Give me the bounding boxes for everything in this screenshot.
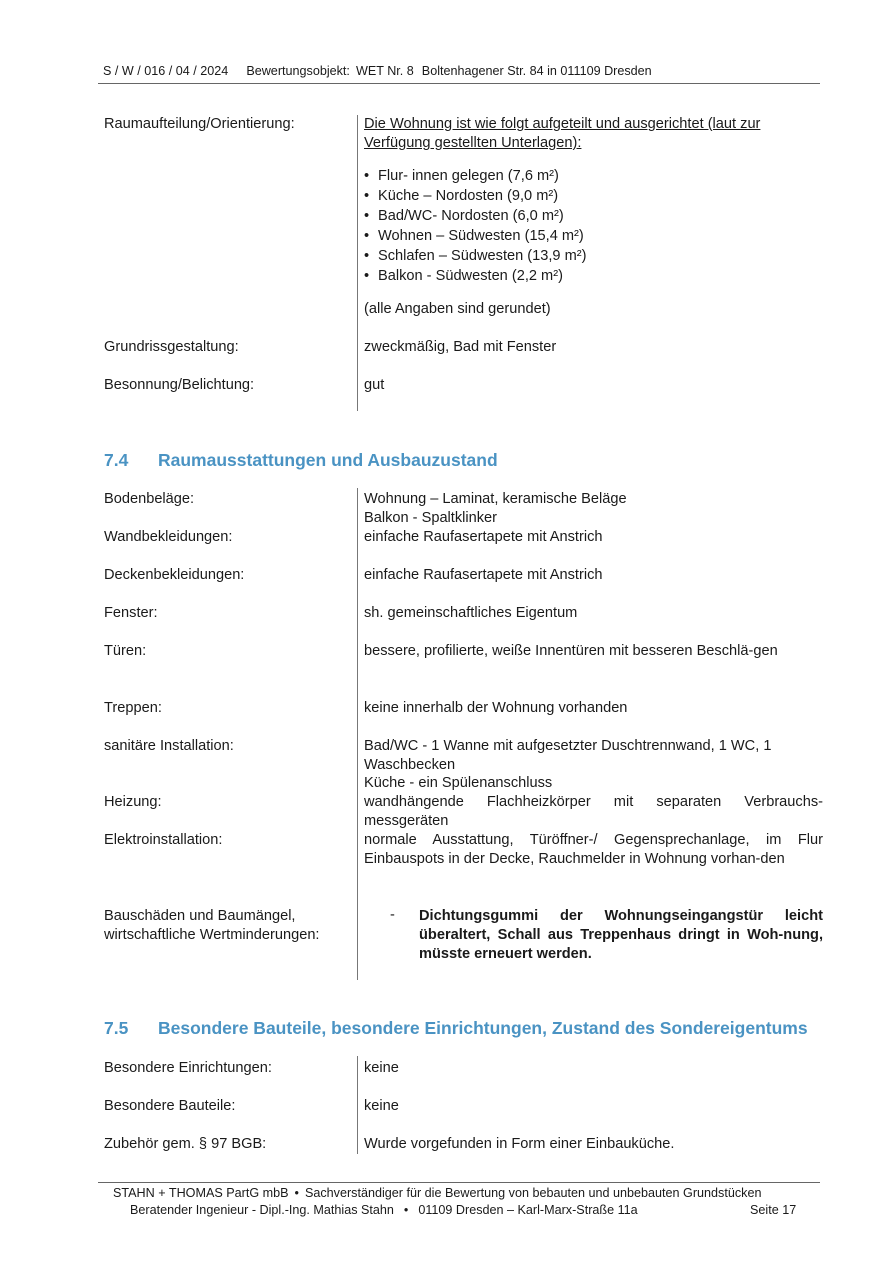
footer-bullet: • xyxy=(403,1203,409,1217)
column-divider xyxy=(357,115,358,411)
rounded-note: (alle Angaben sind gerundet) xyxy=(364,301,551,317)
decke-value: einfache Raufasertapete mit Anstrich xyxy=(364,567,603,583)
page-number: Seite 17 xyxy=(750,1203,797,1217)
page-header xyxy=(103,64,670,78)
footer-description: Sachverständiger für die Bewertung von bebauten und unbebauten Grundstücken xyxy=(304,1186,762,1200)
boden-value-1: Wohnung – Laminat, keramische Beläge xyxy=(364,491,627,507)
room-list xyxy=(364,166,586,286)
besonnung-label: Besonnung/Belichtung: xyxy=(104,377,255,393)
heizung-label: Heizung: xyxy=(104,794,162,810)
fenster-label: Fenster: xyxy=(104,605,158,621)
tueren-value: bessere, profilierte, weiße Innentüren mit besseren Beschlä-gen xyxy=(364,643,778,659)
header-object-label: Bewertungsobjekt: xyxy=(246,64,350,78)
raumaufteilung-intro: Die Wohnung ist wie folgt aufgeteilt und ausgerichtet (laut zur Verfügung gestellten Unterlagen): xyxy=(364,116,761,151)
zubehoer-value: Wurde vorgefunden in Form einer Einbauküche. xyxy=(364,1136,675,1152)
zubehoer-label: Zubehör gem. § 97 BGB: xyxy=(104,1136,267,1152)
treppen-label: Treppen: xyxy=(104,700,162,716)
bauteile-label: Besondere Bauteile: xyxy=(104,1098,236,1114)
sanitaer-label: sanitäre Installation: xyxy=(104,738,234,754)
column-divider xyxy=(357,488,358,980)
header-reference: S / W / 016 / 04 / 2024 xyxy=(103,64,229,78)
header-address: Boltenhagener Str. 84 in 011109 Dresden xyxy=(421,64,652,78)
section-title: Besondere Bauteile, besondere Einrichtungen, Zustand des Sondereigentums xyxy=(158,1018,808,1038)
boden-value-2: Balkon - Spaltklinker xyxy=(364,510,498,526)
header-rule xyxy=(98,83,820,84)
section-number: 7.4 xyxy=(104,450,129,470)
schaeden-value: Dichtungsgummi der Wohnungseingangstür leicht überaltert, Schall aus Treppenhaus dringt in Woh-nung, müsste erneuert werden. xyxy=(419,908,823,962)
list-item: • Schlafen – Südwesten (13,9 m²) xyxy=(364,246,586,266)
treppen-value: keine innerhalb der Wohnung vorhanden xyxy=(364,700,628,716)
wand-value: einfache Raufasertapete mit Anstrich xyxy=(364,529,603,545)
column-divider xyxy=(357,1056,358,1154)
list-item: • Küche – Nordosten (9,0 m²) xyxy=(364,186,586,206)
section-heading-7-5 xyxy=(104,1018,808,1039)
footer-line-1 xyxy=(113,1186,761,1200)
grundriss-label: Grundrissgestaltung: xyxy=(104,339,239,355)
schaeden-dash: - xyxy=(390,907,395,923)
list-item: • Balkon - Südwesten (2,2 m²) xyxy=(364,266,586,286)
footer-address: 01109 Dresden – Karl-Marx-Straße 11a xyxy=(418,1203,638,1217)
footer-rule xyxy=(98,1182,820,1183)
section-title: Raumausstattungen und Ausbauzustand xyxy=(158,450,498,470)
sanitaer-value-2: Küche - ein Spülenanschluss xyxy=(364,775,553,791)
footer-bullet: • xyxy=(294,1186,299,1200)
list-item: • Wohnen – Südwesten (15,4 m²) xyxy=(364,226,586,246)
schaeden-label-1: Bauschäden und Baumängel, xyxy=(104,908,296,924)
einrichtungen-value: keine xyxy=(364,1060,399,1076)
section-heading-7-4 xyxy=(104,450,498,471)
fenster-value: sh. gemeinschaftliches Eigentum xyxy=(364,605,578,621)
elektro-value: normale Ausstattung, Türöffner-/ Gegensprechanlage, im Flur Einbauspots in der Decke, Rauchmelder in Wohnung vorhan-den xyxy=(364,832,823,867)
section-number: 7.5 xyxy=(104,1018,129,1038)
footer-line-2 xyxy=(130,1203,797,1217)
header-object: WET Nr. 8 xyxy=(355,64,414,78)
raumaufteilung-label: Raumaufteilung/Orientierung: xyxy=(104,116,295,132)
besonnung-value: gut xyxy=(364,377,385,393)
boden-label: Bodenbeläge: xyxy=(104,491,195,507)
decke-label: Deckenbekleidungen: xyxy=(104,567,245,583)
footer-firm: STAHN + THOMAS PartG mbB xyxy=(113,1186,289,1200)
schaeden-label-2: wirtschaftliche Wertminderungen: xyxy=(104,927,320,943)
elektro-label: Elektroinstallation: xyxy=(104,832,223,848)
heizung-value: wandhängende Flachheizkörper mit separaten Verbrauchs-messgeräten xyxy=(364,794,823,829)
footer-engineer: Beratender Ingenieur - Dipl.-Ing. Mathias Stahn xyxy=(130,1203,394,1217)
list-item: • Bad/WC- Nordosten (6,0 m²) xyxy=(364,206,586,226)
tueren-label: Türen: xyxy=(104,643,147,659)
bauteile-value: keine xyxy=(364,1098,399,1114)
einrichtungen-label: Besondere Einrichtungen: xyxy=(104,1060,272,1076)
list-item: • Flur- innen gelegen (7,6 m²) xyxy=(364,166,586,186)
grundriss-value: zweckmäßig, Bad mit Fenster xyxy=(364,339,557,355)
sanitaer-value-1: Bad/WC - 1 Wanne mit aufgesetzter Duschtrennwand, 1 WC, 1 Waschbecken xyxy=(364,738,772,773)
wand-label: Wandbekleidungen: xyxy=(104,529,233,545)
